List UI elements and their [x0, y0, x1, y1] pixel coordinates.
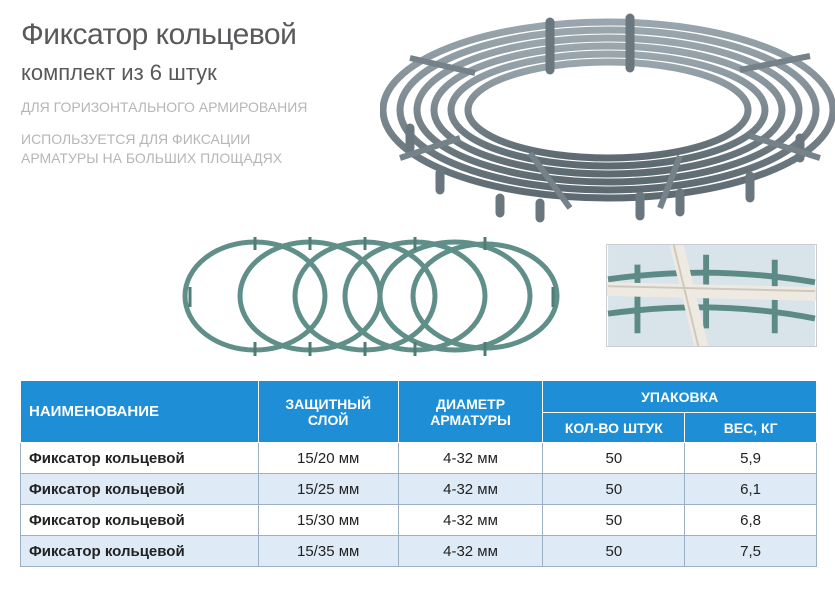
- ring-fixator-illustration: [380, 8, 835, 223]
- cell-rebar: 4-32 мм: [398, 443, 543, 474]
- cell-qty: 50: [543, 443, 685, 474]
- cell-weight: 6,1: [685, 474, 817, 505]
- cell-rebar: 4-32 мм: [398, 474, 543, 505]
- table-row: [21, 505, 817, 536]
- usage-note: ДЛЯ ГОРИЗОНТАЛЬНОГО АРМИРОВАНИЯ: [21, 99, 308, 115]
- description-line-2: АРМАТУРЫ НА БОЛЬШИХ ПЛОЩАДЯХ: [21, 150, 283, 166]
- header-cover-line-1: ЗАЩИТНЫЙ: [285, 395, 371, 412]
- header-name: НАИМЕНОВАНИЕ: [21, 381, 259, 443]
- header-cover: [258, 381, 398, 443]
- page-subtitle: комплект из 6 штук: [21, 60, 217, 85]
- cell-qty: 50: [543, 505, 685, 536]
- cell-weight: 6,8: [685, 505, 817, 536]
- page-title: Фиксатор кольцевой: [21, 18, 297, 51]
- cell-name: Фиксатор кольцевой: [21, 505, 259, 536]
- header-rebar: [398, 381, 543, 443]
- table-row: [21, 443, 817, 474]
- cell-name: Фиксатор кольцевой: [21, 536, 259, 567]
- cell-name: Фиксатор кольцевой: [21, 474, 259, 505]
- header-weight: ВЕС, КГ: [685, 413, 817, 443]
- specification-table: [20, 380, 817, 567]
- cell-weight: 5,9: [685, 443, 817, 474]
- header-rebar-line-1: ДИАМЕТР: [436, 395, 506, 412]
- cell-cover: 15/35 мм: [258, 536, 398, 567]
- cell-name: Фиксатор кольцевой: [21, 443, 259, 474]
- header-qty: КОЛ-ВО ШТУК: [543, 413, 685, 443]
- cell-cover: 15/25 мм: [258, 474, 398, 505]
- cell-weight: 7,5: [685, 536, 817, 567]
- cell-qty: 50: [543, 536, 685, 567]
- description-line-1: ИСПОЛЬЗУЕТСЯ ДЛЯ ФИКСАЦИИ: [21, 131, 251, 147]
- header-packaging: УПАКОВКА: [543, 381, 817, 413]
- ring-set-illustration: [175, 232, 565, 360]
- table-row: [21, 536, 817, 567]
- cell-cover: 15/20 мм: [258, 443, 398, 474]
- header-rebar-line-2: АРМАТУРЫ: [430, 411, 511, 428]
- description-note: [21, 130, 282, 168]
- header-cover-line-2: СЛОЙ: [307, 411, 349, 428]
- table-row: [21, 474, 817, 505]
- cell-rebar: 4-32 мм: [398, 536, 543, 567]
- rebar-detail-photo: [606, 244, 817, 347]
- cell-qty: 50: [543, 474, 685, 505]
- cell-rebar: 4-32 мм: [398, 505, 543, 536]
- cell-cover: 15/30 мм: [258, 505, 398, 536]
